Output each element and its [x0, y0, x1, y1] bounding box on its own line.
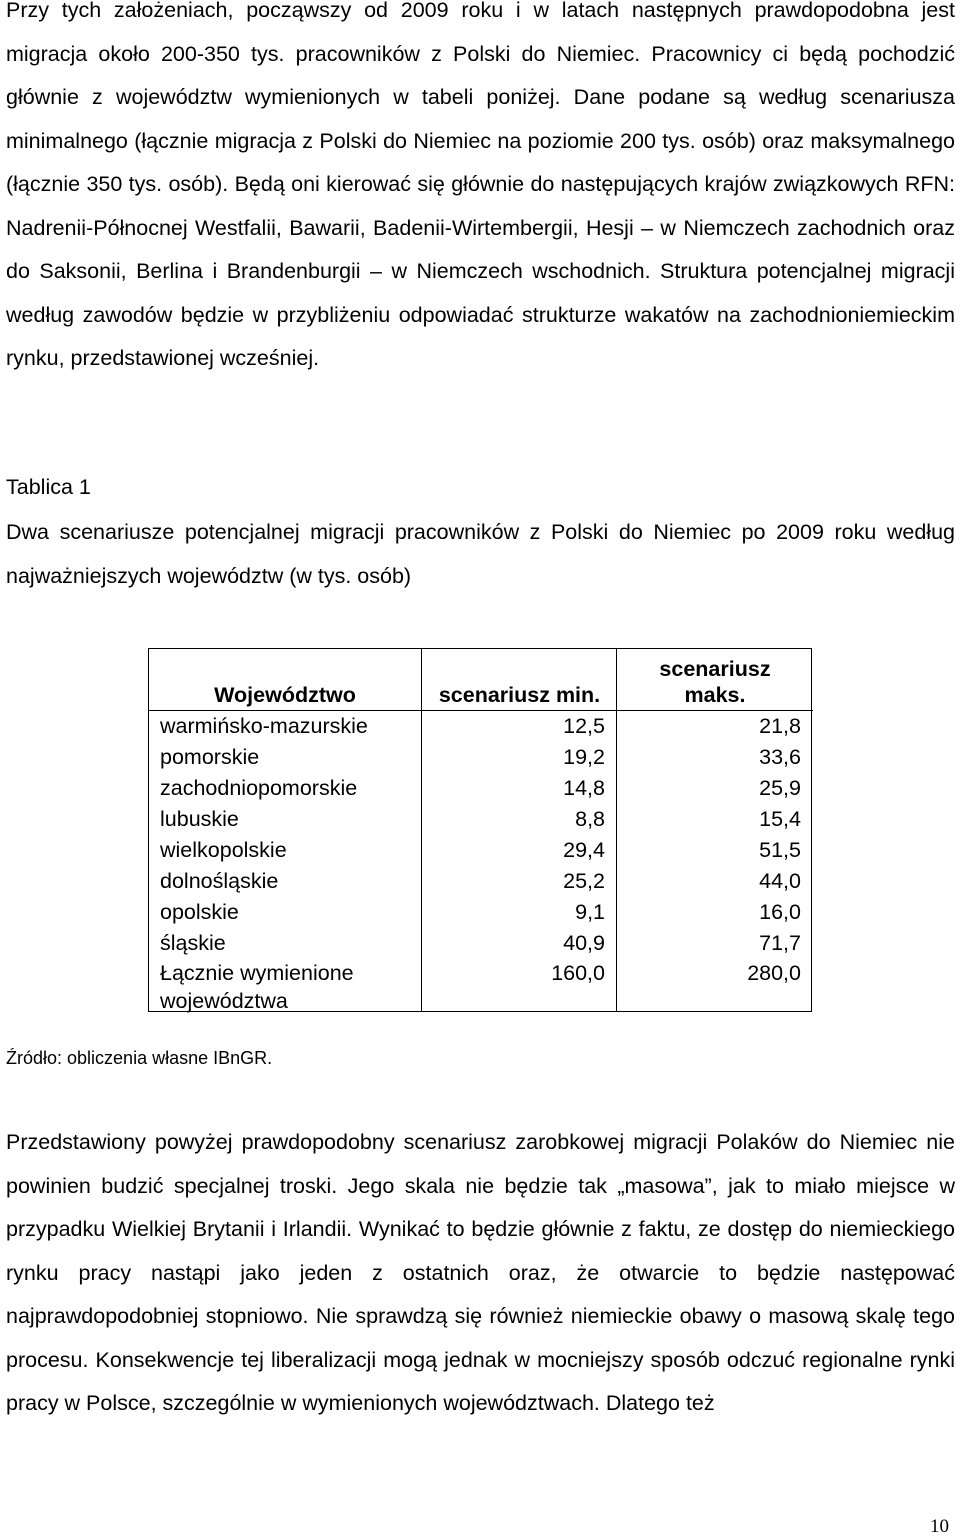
row-min: 25,2	[422, 866, 617, 897]
row-max: 15,4	[617, 804, 813, 835]
row-max: 25,9	[617, 773, 813, 804]
header-scenario-min: scenariusz min.	[422, 648, 617, 711]
paragraph-conclusion: Przedstawiony powyżej prawdopodobny scenariusz zarobkowej migracji Polaków do Niemiec nie powinien budzić specjalnej troski. Jego skala nie będzie tak „masowa”, jak to miało miejsce w przypadku Wielkiej Brytanii i Irlandii. Wynikać to będzie głównie z faktu, ze dostęp do niemieckiego rynku pracy nastąpi jako jeden z ostatnich oraz, że otwarcie to będzie następować najprawdopodobniej stopniowo. Nie sprawdzą się również niemieckie obawy o masową skalę tego procesu. Konsekwencje tej liberalizacji mogą jednak w mocniejszy sposób odczuć regionalne rynki pracy w Polsce, szczególnie w wymienionych województwach. Dlatego też	[6, 1130, 955, 1415]
row-min: 40,9	[422, 928, 617, 959]
row-name: pomorskie	[148, 742, 422, 773]
migration-table	[148, 648, 813, 1023]
row-name: opolskie	[148, 897, 422, 928]
table-row-total	[148, 959, 813, 1024]
row-max: 44,0	[617, 866, 813, 897]
row-max: 51,5	[617, 835, 813, 866]
row-max: 33,6	[617, 742, 813, 773]
paragraph-intro: Przy tych założeniach, począwszy od 2009 roku i w latach następnych prawdopodobna jest migracja około 200-350 tys. pracowników z Polski do Niemiec. Pracownicy ci będą pochodzić głównie z województw wymienionych w tabeli poniżej. Dane podane są według scenariusza minimalnego (łącznie migracja z Polski do Niemiec na poziomie 200 tys. osób) oraz maksymalnego (łącznie 350 tys. osób). Będą oni kierować się głównie do następujących krajów związkowych RFN: Nadrenii-Północnej Westfalii, Bawarii, Badenii-Wirtembergii, Hesji – w Niemczech zachodnich oraz do Saksonii, Berlina i Brandenburgii – w Niemczech wschodnich. Struktura potencjalnej migracji według zawodów będzie w przybliżeniu odpowiadać strukturze wakatów na zachodnioniemieckim rynku, przedstawionej wcześniej.	[6, 0, 955, 370]
table-row	[148, 711, 813, 742]
row-max: 71,7	[617, 928, 813, 959]
table-divider	[421, 648, 422, 1012]
table-header-row	[148, 648, 813, 711]
table-divider	[616, 648, 617, 1012]
table-row	[148, 835, 813, 866]
row-name: dolnośląskie	[148, 866, 422, 897]
source-note: Źródło: obliczenia własne IBnGR.	[6, 1048, 273, 1068]
row-min: 160,0	[422, 959, 617, 1024]
row-max: 21,8	[617, 711, 813, 742]
header-voivodeship: Województwo	[148, 648, 422, 711]
row-name: warmińsko-mazurskie	[148, 711, 422, 742]
table-caption: Dwa scenariusze potencjalnej migracji pracowników z Polski do Niemiec po 2009 roku według najważniejszych województw (w tys. osób)	[6, 520, 955, 588]
row-name: wielkopolskie	[148, 835, 422, 866]
table-row	[148, 773, 813, 804]
row-min: 12,5	[422, 711, 617, 742]
row-min: 8,8	[422, 804, 617, 835]
table-label: Tablica 1	[6, 475, 91, 499]
row-max: 280,0	[617, 959, 813, 1024]
row-min: 19,2	[422, 742, 617, 773]
row-name: zachodniopomorskie	[148, 773, 422, 804]
row-min: 9,1	[422, 897, 617, 928]
row-min: 14,8	[422, 773, 617, 804]
row-name: lubuskie	[148, 804, 422, 835]
row-name: śląskie	[148, 928, 422, 959]
table-row	[148, 928, 813, 959]
table-row	[148, 804, 813, 835]
page-number: 10	[930, 1516, 949, 1537]
row-max: 16,0	[617, 897, 813, 928]
table-row	[148, 866, 813, 897]
row-name: Łącznie wymienione województwa	[148, 959, 422, 1024]
table-row	[148, 742, 813, 773]
header-scenario-max: scenariusz maks.	[617, 648, 813, 711]
table-row	[148, 897, 813, 928]
row-min: 29,4	[422, 835, 617, 866]
